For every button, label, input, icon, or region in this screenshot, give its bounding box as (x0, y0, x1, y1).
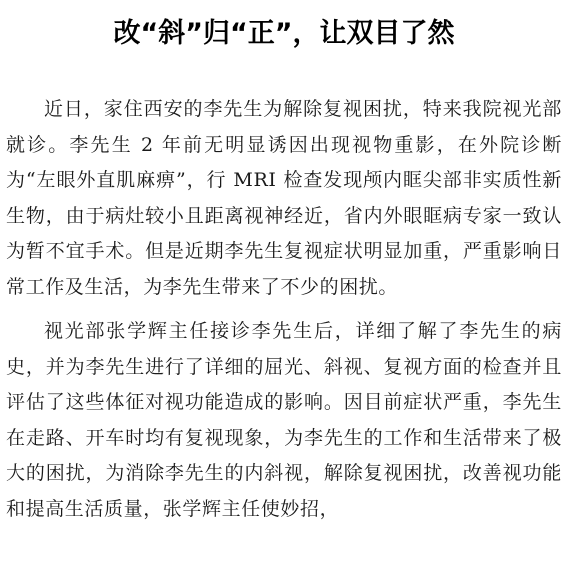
article-body (6, 92, 562, 536)
article-paragraph-2: 视光部张学辉主任接诊李先生后，详细了解了李先生的病史，并为李先生进行了详细的屈光、斜视、复视方面的检查并且评估了这些体征对视功能造成的影响。因目前症状严重，李先生在走路、开车时均有复视现象，为李先生的工作和生活带来了极大的困扰，为消除李先生的内斜视，解除复视困扰，改善视功能和提高生活质量，张学辉主任使妙招， (6, 320, 562, 520)
article-title: 改“斜”归“正”，让双目了然 (113, 18, 455, 49)
article-paragraph-1: 近日，家住西安的李先生为解除复视困扰，特来我院视光部就诊。李先生 2 年前无明显诱因出现视物重影，在外院诊断为“左眼外直肌麻痹”，行 MRI 检查发现颅内眶尖部非实质性新生物，由于病灶较小且距离视神经近，省内外眼眶病专家一致认为暂不宜手术。但是近期李先生复视症状明显加重，严重影响日常工作及生活，为李先生带来了不少的困扰。 (6, 98, 562, 298)
